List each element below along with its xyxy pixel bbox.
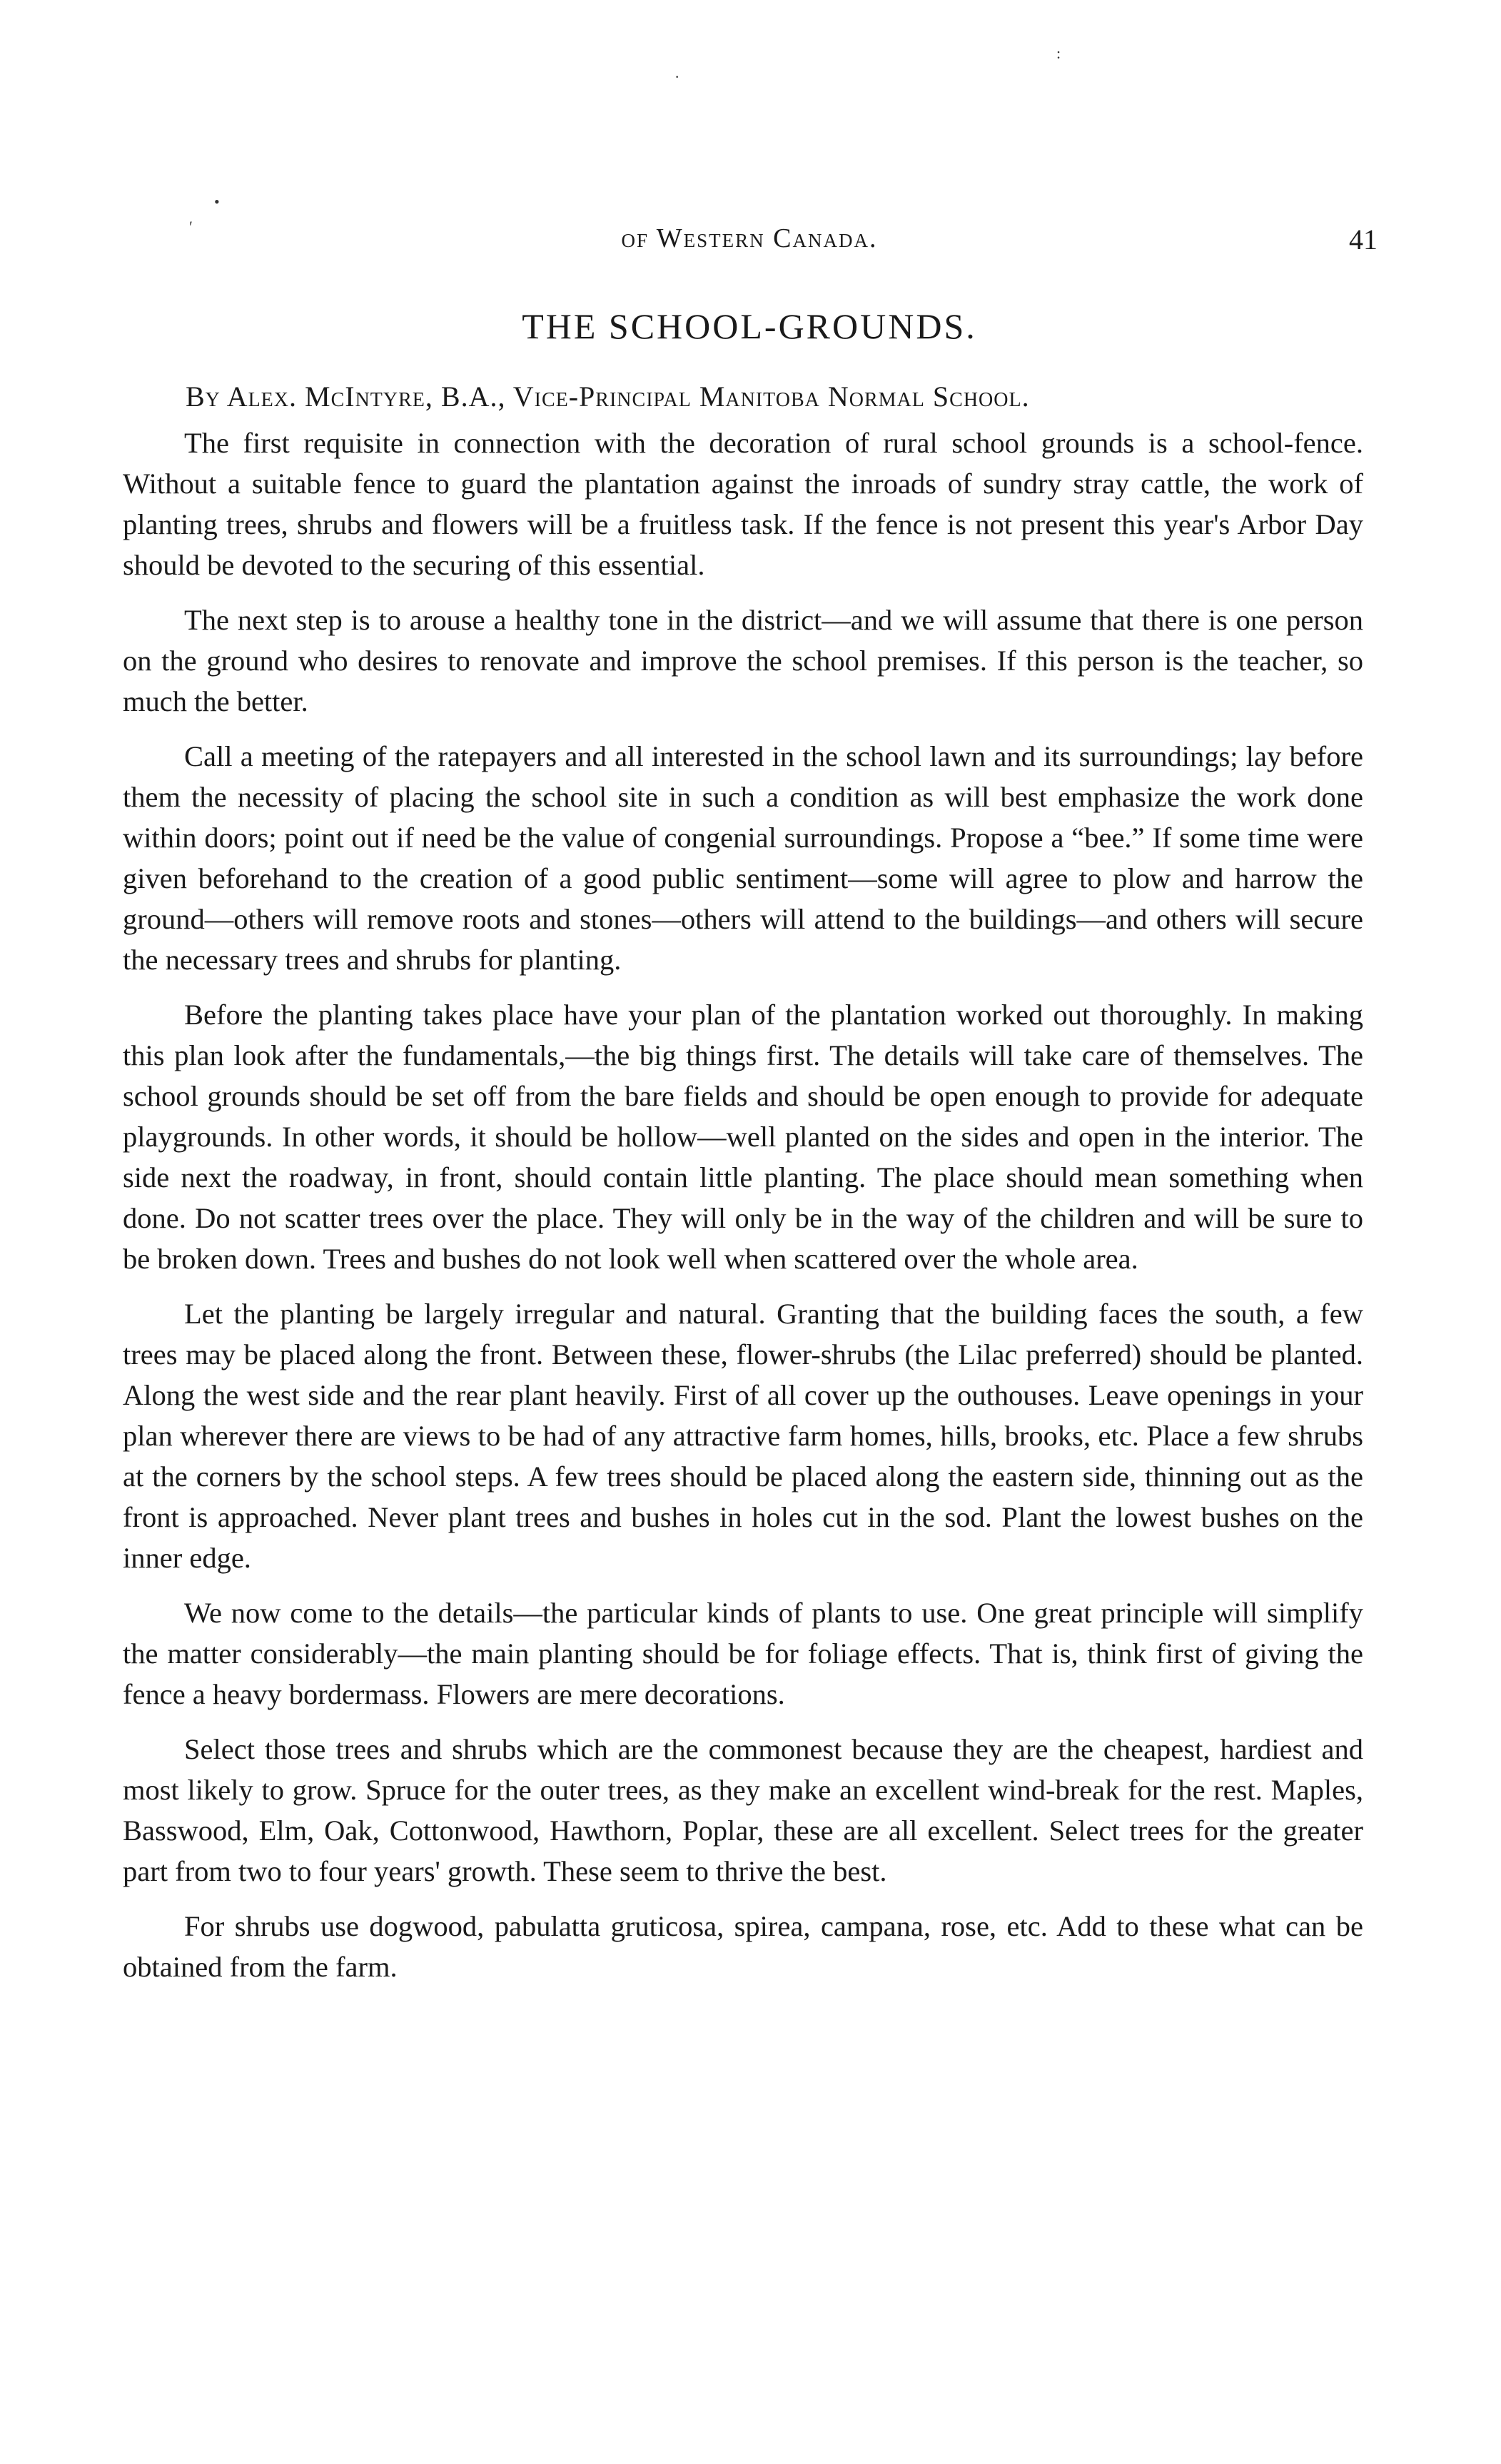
paragraph: Call a meeting of the ratepayers and all interested in the school lawn and its surroundings; lay before them the necessity of placing the school site in such a condition as will best emphasize the work done within doors; point out if need be the value of congenial surroundings. Propose a “bee.” If some time were given beforehand to the creation of a good public sentiment—some will agree to plow and harrow the ground—others will remove roots and stones—others will attend to the buildings—and others will secure the necessary trees and shrubs for planting. xyxy=(123,740,1363,976)
print-speck: ′ xyxy=(189,218,193,236)
print-speck: • xyxy=(214,193,220,211)
running-head-title: of Western Canada. xyxy=(621,223,878,253)
paragraph: The next step is to arouse a healthy tone in the district—and we will assume that there is one person on the ground who desires to renovate and improve the school premises. If this person is the teacher, so much the better. xyxy=(123,604,1363,717)
page-number: 41 xyxy=(1349,223,1378,256)
print-speck: · xyxy=(674,68,680,86)
paragraph: For shrubs use dogwood, pabulatta gruticosa, spirea, campana, rose, etc. Add to these what can be obtained from the farm. xyxy=(123,1910,1363,1983)
print-speck: : xyxy=(1056,44,1061,62)
paragraph: The first requisite in connection with the decoration of rural school grounds is a school-fence. Without a suitable fence to guard the plantation against the inroads of sundry stray cattle, the work of planting trees, shrubs and flowers will be a fruitless task. If the fence is not present this year's Arbor Day should be devoted to the securing of this essential. xyxy=(123,427,1363,581)
article-body xyxy=(123,423,1363,2001)
paragraph: Let the planting be largely irregular and natural. Granting that the building faces the south, a few trees may be placed along the front. Between these, flower-shrubs (the Lilac preferred) should be planted. Along the west side and the rear plant heavily. First of all cover up the outhouses. Leave openings in your plan wherever there are views to be had of any attractive farm homes, hills, brooks, etc. Place a few shrubs at the corners by the school steps. A few trees should be placed along the eastern side, thinning out as the front is approached. Never plant trees and bushes in holes cut in the sod. Plant the lowest bushes on the inner edge. xyxy=(123,1298,1363,1574)
article-byline: By Alex. McIntyre, B.A., Vice-Principal Manitoba Normal School. xyxy=(186,380,1030,413)
article-title: THE SCHOOL-GROUNDS. xyxy=(522,306,977,346)
paragraph: Select those trees and shrubs which are the commonest because they are the cheapest, hardiest and most likely to grow. Spruce for the outer trees, as they make an excellent wind-break for the rest. Maples, Basswood, Elm, Oak, Cottonwood, Hawthorn, Poplar, these are all excellent. Select trees for the greater part from two to four years' growth. These seem to thrive the best. xyxy=(123,1733,1363,1887)
paragraph: We now come to the details—the particular kinds of plants to use. One great principle will simplify the matter considerably—the main planting should be for foliage effects. That is, think first of giving the fence a heavy bordermass. Flowers are mere decorations. xyxy=(123,1597,1363,1710)
running-head xyxy=(121,223,1378,266)
paragraph: Before the planting takes place have your plan of the plantation worked out thoroughly. In making this plan look after the fundamentals,—the big things first. The details will take care of themselves. The school grounds should be set off from the bare fields and should be open enough to provide for adequate playgrounds. In other words, it should be hollow—well planted on the sides and open in the interior. The side next the roadway, in front, should contain little planting. The place should mean something when done. Do not scatter trees over the place. They will only be in the way of the children and will be sure to be broken down. Trees and bushes do not look well when scattered over the whole area. xyxy=(123,999,1363,1275)
